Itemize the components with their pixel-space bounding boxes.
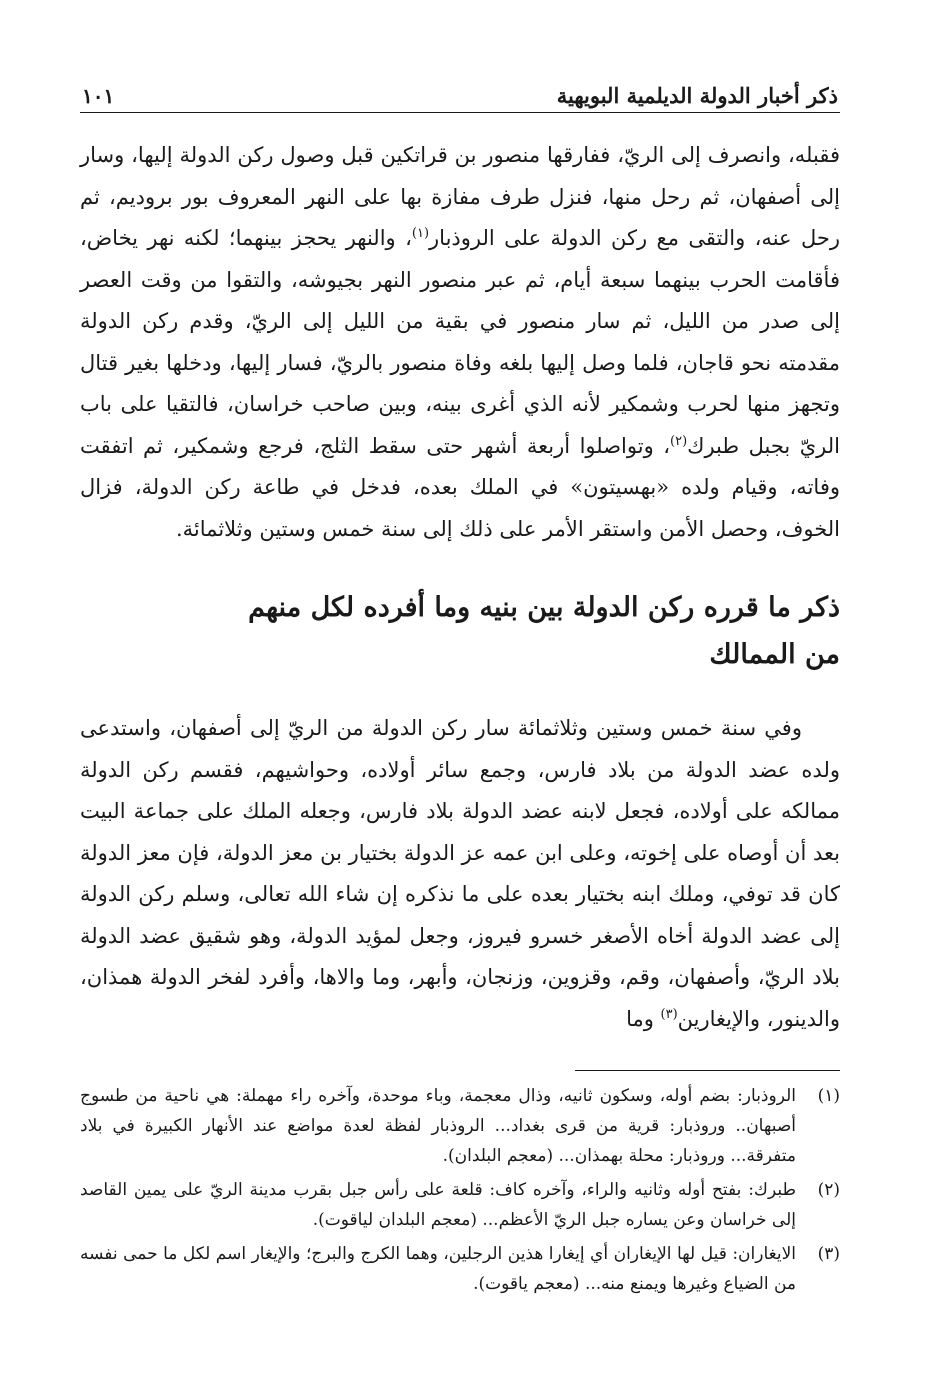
footnote-2 — [80, 1175, 840, 1235]
main-text — [80, 135, 840, 1040]
footnote-reference-2: (٢) — [670, 433, 688, 449]
footnote-1-number: (١) — [817, 1086, 840, 1106]
footnote-divider — [575, 1070, 840, 1071]
footnote-1 — [80, 1081, 840, 1171]
footnote-3 — [80, 1239, 840, 1299]
footnote-3-text: الايغاران: قيل لها الإيغاران أي إيغارا هذين الرجلين، وهما الكرج والبرج؛ والإيغار اسم لكل ما حمى نفسه من الضياع وغيرها ويمنع منه... (معجم ياقوت). — [80, 1244, 796, 1294]
paragraph-2-part-2: وما — [626, 1006, 661, 1031]
footnote-reference-3: (٣) — [660, 1006, 678, 1022]
paragraph-2 — [80, 708, 840, 1040]
section-heading-line-1: ذكر ما قرره ركن الدولة بين بنيه وما أفرده لكل منهم — [248, 592, 840, 623]
footnote-reference-1: (١) — [411, 226, 430, 241]
paragraph-2-part-1: وفي سنة خمس وستين وثلاثمائة سار ركن الدولة من الريّ إلى أصفهان، واستدعى ولده عضد الدولة من بلاد فارس، وجمع سائر أولاده، وحواشيهم، فقسم ركن الدولة ممالكه على أولاده، فجعل لابنه عضد الدولة بلاد فارس، وجعله الملك على جماعة البيت بعد أن أوصاه على إخوته، وعلى ابن عمه عز الدولة بختيار بن معز الدولة، فإن معز الدولة كان قد توفي، وملك ابنه بختيار بعده على ما نذكره إن شاء الله تعالى، وسلم ركن الدولة إلى عضد الدولة أخاه الأصغر خسرو فيروز، وجعل لمؤيد الدولة، وهو شقيق عضد الدولة بلاد الريّ، وأصفهان، وقم، وقزوين، وزنجان، وأبهر، وما والاها، وأفرد لفخر الدولة همذان، والدينور، والإيغارين — [80, 716, 840, 1031]
paragraph-1-part-1: فقبله، وانصرف إلى الريّ، ففارقها منصور بن قراتكين قبل وصول ركن الدولة إليها، وسار إلى أصفهان، ثم رحل منها، فنزل طرف مفازة بها على النهر المعروف بور بروديم، ثم رحل عنه، والتقى مع ركن الدولة على الروذبار — [80, 143, 841, 250]
page-number: ١٠١ — [82, 84, 115, 108]
paragraph-1 — [80, 135, 840, 550]
paragraph-1-part-3: ، وتواصلوا أربعة أشهر حتى سقط الثلج، فرجع وشمكير، ثم اتفقت وفاته، وقيام ولده «بهسيتون» في الملك بعده، فدخل في طاعة ركن الدولة، فزال الخوف، وحصل الأمن واستقر الأمر على ذلك إلى سنة خمس وستين وثلاثمائة. — [80, 433, 840, 541]
footnote-2-number: (٢) — [817, 1180, 840, 1200]
running-header — [80, 70, 840, 113]
book-page — [80, 70, 840, 1303]
header-title: ذكر أخبار الدولة الديلمية البويهية — [556, 83, 838, 108]
footnotes — [80, 1081, 840, 1299]
section-heading — [80, 584, 840, 678]
section-heading-line-2: من الممالك — [709, 639, 840, 670]
footnote-1-text: الروذبار: بضم أوله، وسكون ثانيه، وذال معجمة، وباء موحدة، وآخره راء مهملة: هي ناحية من طسوج أصبهان.. وروذبار: قرية من قرى بغداد... الروذبار لفظة لعدة مواضع عند الأنهار الكبيرة في بلاد متفرقة... وروذبار: محلة بهمذان... (معجم البلدان). — [80, 1086, 796, 1166]
paragraph-1-part-2: ، والنهر يحجز بينهما؛ لكنه نهر يخاض، فأقامت الحرب بينهما سبعة أيام، ثم عبر منصور النهر بجيوشه، والتقوا من وقت العصر إلى صدر من الليل، ثم سار منصور في بقية من الليل إلى الريّ، وقدم ركن الدولة مقدمته نحو قاجان، فلما وصل إليها بلغه وفاة منصور بالريّ، فسار إليها، ودخلها بغير قتال وتجهز منها لحرب وشمكير لأنه الذي أغرى بينه، وبين صاحب خراسان، فالتقيا على باب الريّ بجبل طبرك — [80, 226, 840, 458]
footnote-2-text: طبرك: بفتح أوله وثانيه والراء، وآخره كاف: قلعة على رأس جبل بقرب مدينة الريّ على يمين القاصد إلى خراسان وعن يساره جبل الريّ الأعظم... (معجم البلدان لياقوت). — [80, 1180, 796, 1230]
footnote-3-number: (٣) — [817, 1244, 840, 1264]
